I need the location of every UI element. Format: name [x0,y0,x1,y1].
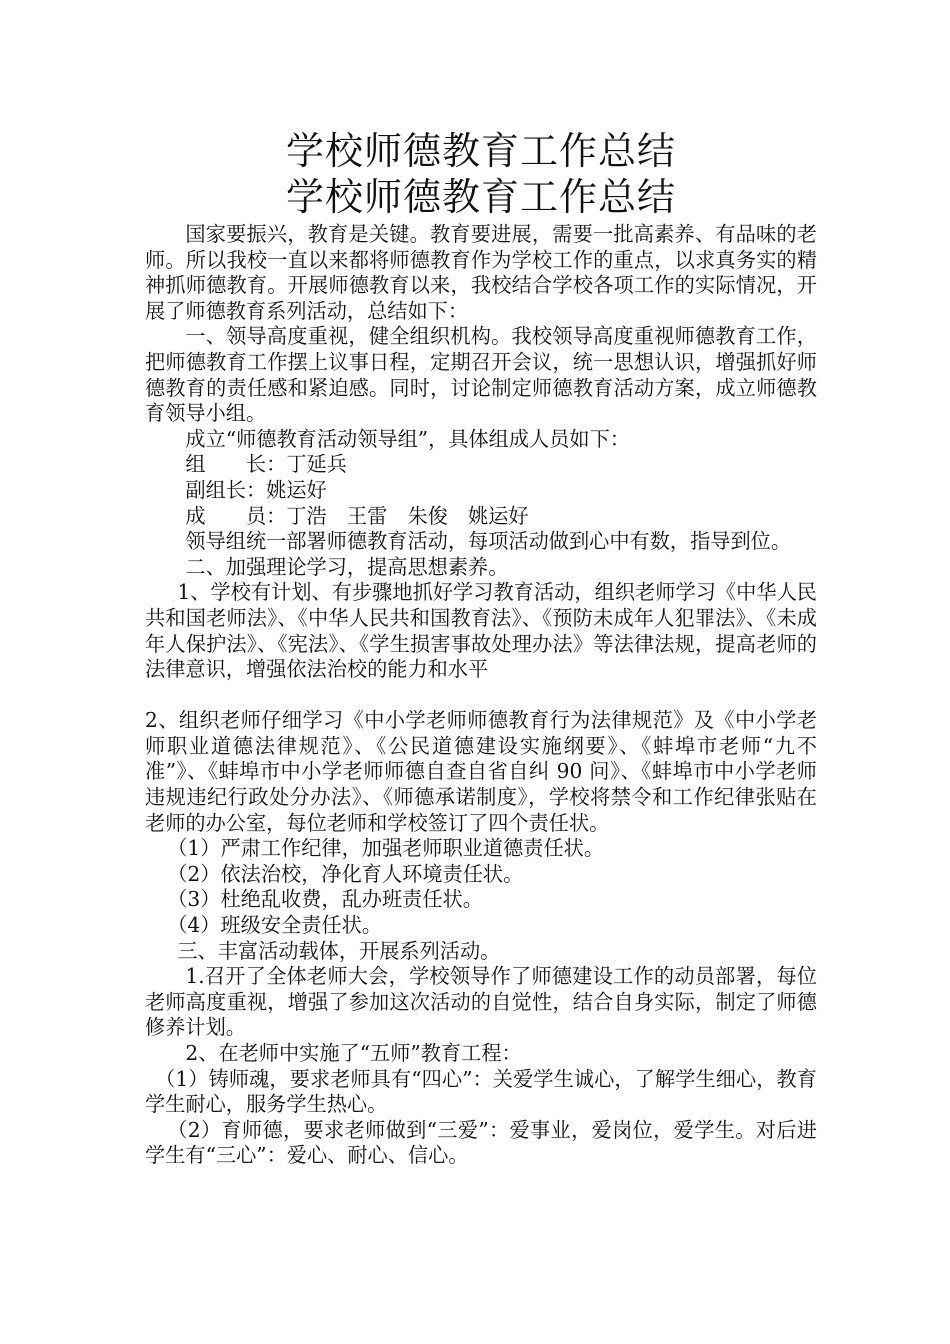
paragraph-staff-meeting: 1.召开了全体老师大会，学校领导作了师德建设工作的动员部署，每位老师高度重视，增强了参加这次活动的自觉性，结合自身实际，制定了师德修养计划。 [145,964,817,1040]
paragraph-section-2: 二、加强理论学习，提高思想素养。 [185,554,509,579]
paragraph-group-deployment: 领导组统一部署师德教育活动，每项活动做到心中有数，指导到位。 [185,529,792,554]
paragraph-study-norms: 2、组织老师仔细学习《中小学老师师德教育行为法律规范》及《中小学老师职业道德法律规范》、《公民道德建设实施纲要》、《蚌埠市老师“九不准”》、《蚌埠市中小学老师师德自查自省自纠 90 问》、《蚌埠市中小学老师违规违纪行政处分办法》、《师德承诺制度》，学校将禁令和工作纪律张贴在老师的办公室，每位老师和学校签订了四个责任状。 [145,708,817,835]
paragraph-responsibility-3: （3）杜绝乱收费，乱办班责任状。 [167,887,483,912]
paragraph-responsibility-2: （2）依法治校，净化育人环境责任状。 [167,861,524,886]
paragraph-members: 成 员：丁浩 王雷 朱俊 姚运好 [185,503,529,528]
paragraph-responsibility-1: （1）严肃工作纪律，加强老师职业道德责任状。 [167,836,605,861]
paragraph-leader: 组 长：丁延兵 [185,452,347,477]
paragraph-study-laws: 1、学校有计划、有步骤地抓好学习教育活动，组织老师学习《中华人民共和国老师法》、《中华人民共和国教育法》、《预防未成年人犯罪法》、《未成年人保护法》、《宪法》、《学生损害事故处理办法》等法律法规，提高老师的法律意识，增强依法治校的能力和水平 [145,580,817,682]
paragraph-section-1: 一、领导高度重视，健全组织机构。我校领导高度重视师德教育工作，把师德教育工作摆上议事日程，定期召开会议，统一思想认识，增强抓好师德教育的责任感和紧迫感。同时，讨论制定师德教育活动方案，成立师德教育领导小组。 [145,324,817,426]
paragraph-responsibility-4: （4）班级安全责任状。 [167,913,382,938]
paragraph-intro: 国家要振兴，教育是关键。教育要进展，需要一批高素养、有品味的老师。所以我校一直以来都将师德教育作为学校工作的重点，以求真务实的精神抓师德教育。开展师德教育以来，我校结合学校各项工作的实际情况，开展了师德教育系列活动，总结如下： [145,222,817,323]
paragraph-teacher-ethics: （2）育师德，要求老师做到“三爱”：爱事业，爱岗位，爱学生。对后进学生有“三心”：爱心、耐心、信心。 [145,1117,817,1168]
paragraph-deputy-leader: 副组长：姚运好 [185,477,327,502]
paragraph-section-3: 三、丰富活动载体，开展系列活动。 [177,938,501,963]
paragraph-teacher-soul: （1）铸师魂，要求老师具有“四心”：关爱学生诚心，了解学生细心，教育学生耐心，服务学生热心。 [145,1066,817,1117]
paragraph-leadership-group: 成立“师德教育活动领导组”，具体组成人员如下： [185,426,630,451]
blank-line [145,683,817,709]
paragraph-five-teacher-project: 2、在老师中实施了“五师”教育工程： [185,1041,522,1065]
document-subtitle: 学校师德教育工作总结 [285,175,676,219]
document-page [145,128,817,1169]
document-title: 学校师德教育工作总结 [285,129,676,173]
